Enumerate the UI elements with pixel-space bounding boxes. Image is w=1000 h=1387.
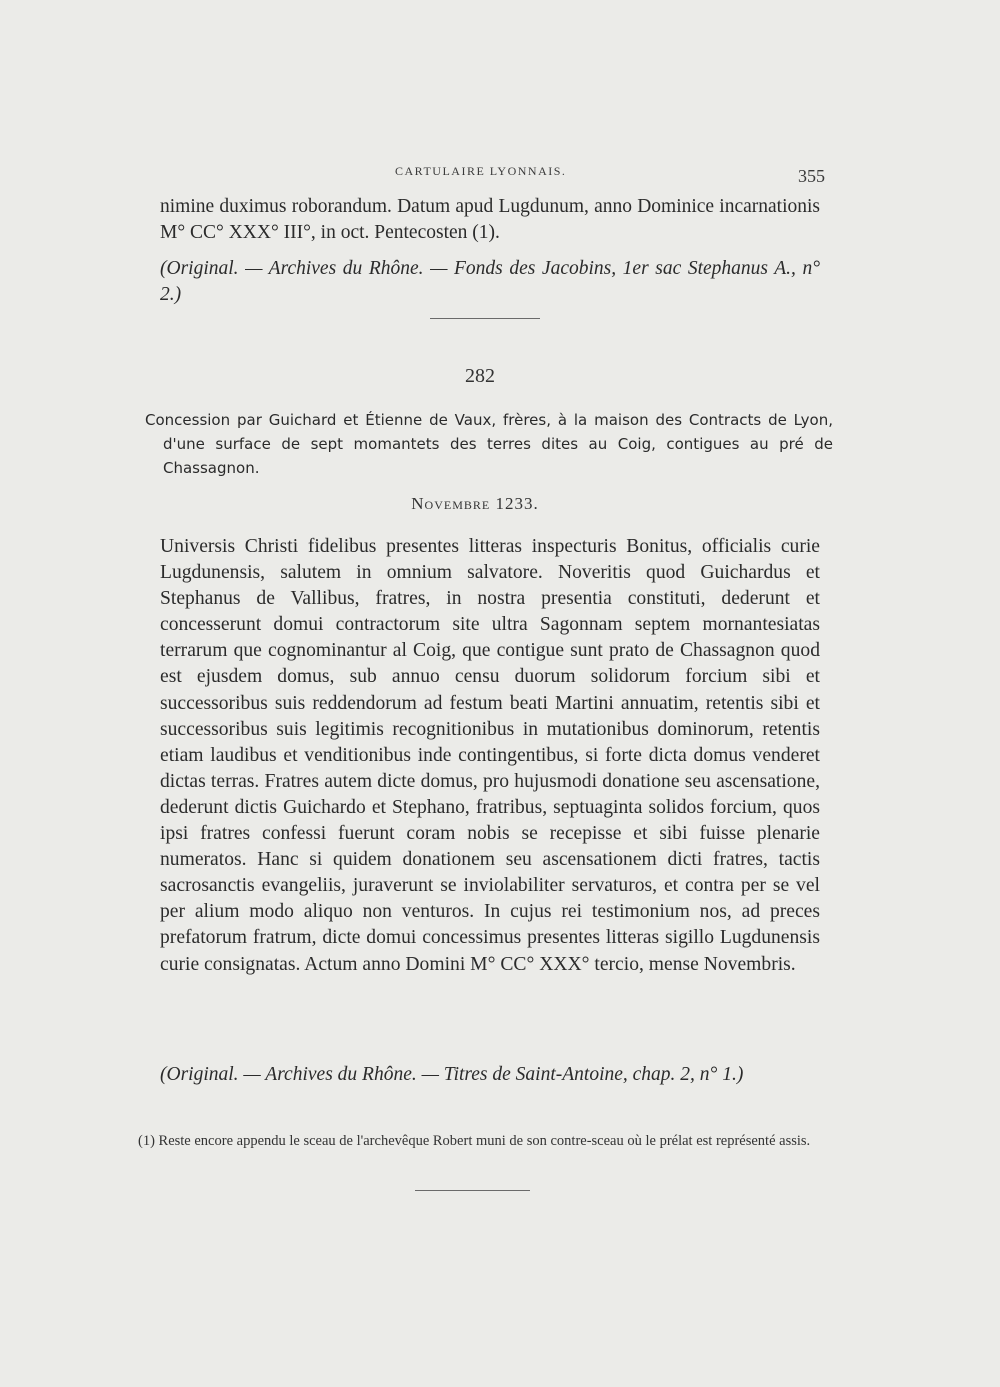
- charter-summary: Concession par Guichard et Étienne de Vaux, frères, à la maison des Contracts de Lyon, d'une surface de sept momantets des terres dites au Coig, contigues au pré de Chassagnon.: [145, 411, 833, 477]
- charter-body-paragraph: Universis Christi fidelibus presentes litteras inspecturis Bonitus, officialis curie Lugdunensis, salutem in omnium salvatore. Noveritis quod Guichardus et Stephanus de Vallibus, fratres, in nostra presentia constituti, dederunt et concesserunt domui contractorum site ultra Sagonnam septem mornantesiatas terrarum que cognominantur al Coig, que contigue sunt prato de Chassagnon quod est ejusdem domus, sub annuo censu duorum solidorum forcium sibi et successoribus suis reddendorum ad festum beati Martini annuatim, retentis sibi et successoribus suis legitimis recognitionibus in mutationibus dominorum, retentis etiam laudibus et venditionibus inde contingentibus, si forte dicta domus venderet dictas terras. Fratres autem dicte domus, pro hujusmodi donatione seu ascensatione, dederunt dictis Guichardo et Stephano, fratribus, septuaginta solidos forcium, quos ipsi fratres confessi fuerunt coram nobis se recepisse et sibi fuisse plenarie numeratos. Hanc si quidem donationem seu ascensationem dicti fratres, tactis sacrosanctis evangeliis, juraverunt se inviolabiliter servaturos, et contra per se vel per alium modo aliquo non venturos. In cujus rei testimonium nos, ad preces prefatorum fratrum, dicte domui concessimus presentes litteras sigillo Lugdunensis curie consignatas. Actum anno Domini M° CC° XXX° tercio, mense Novembris.: [160, 536, 820, 975]
- section-divider: [430, 318, 540, 319]
- running-title: CARTULAIRE LYONNAIS.: [395, 164, 567, 178]
- charter-body: [160, 534, 820, 978]
- charter-source-text: (Original. — Archives du Rhône. — Titres de Saint-Antoine, chap. 2, n° 1.): [160, 1064, 744, 1085]
- page-header: [145, 160, 825, 190]
- continuation-paragraph: nimine duximus roborandum. Datum apud Lugdunum, anno Dominice incarnationis M° CC° XXX° III°, in oct. Pentecosten (1).: [160, 196, 820, 243]
- footnote: (1) Reste encore appendu le sceau de l'archevêque Robert muni de son contre-sceau où le prélat est représenté assis.: [138, 1133, 811, 1149]
- continuation-source-text: (Original. — Archives du Rhône. — Fonds des Jacobins, 1er sac Stephanus A., n° 2.): [160, 258, 820, 305]
- page-number: 355: [798, 166, 825, 186]
- continuation-text: [160, 194, 820, 246]
- charter-number: 282: [465, 365, 495, 387]
- charter-source: [160, 1062, 820, 1088]
- charter-date: Novembre 1233.: [411, 494, 539, 513]
- footer-divider: [415, 1190, 530, 1191]
- continuation-source: [160, 256, 820, 308]
